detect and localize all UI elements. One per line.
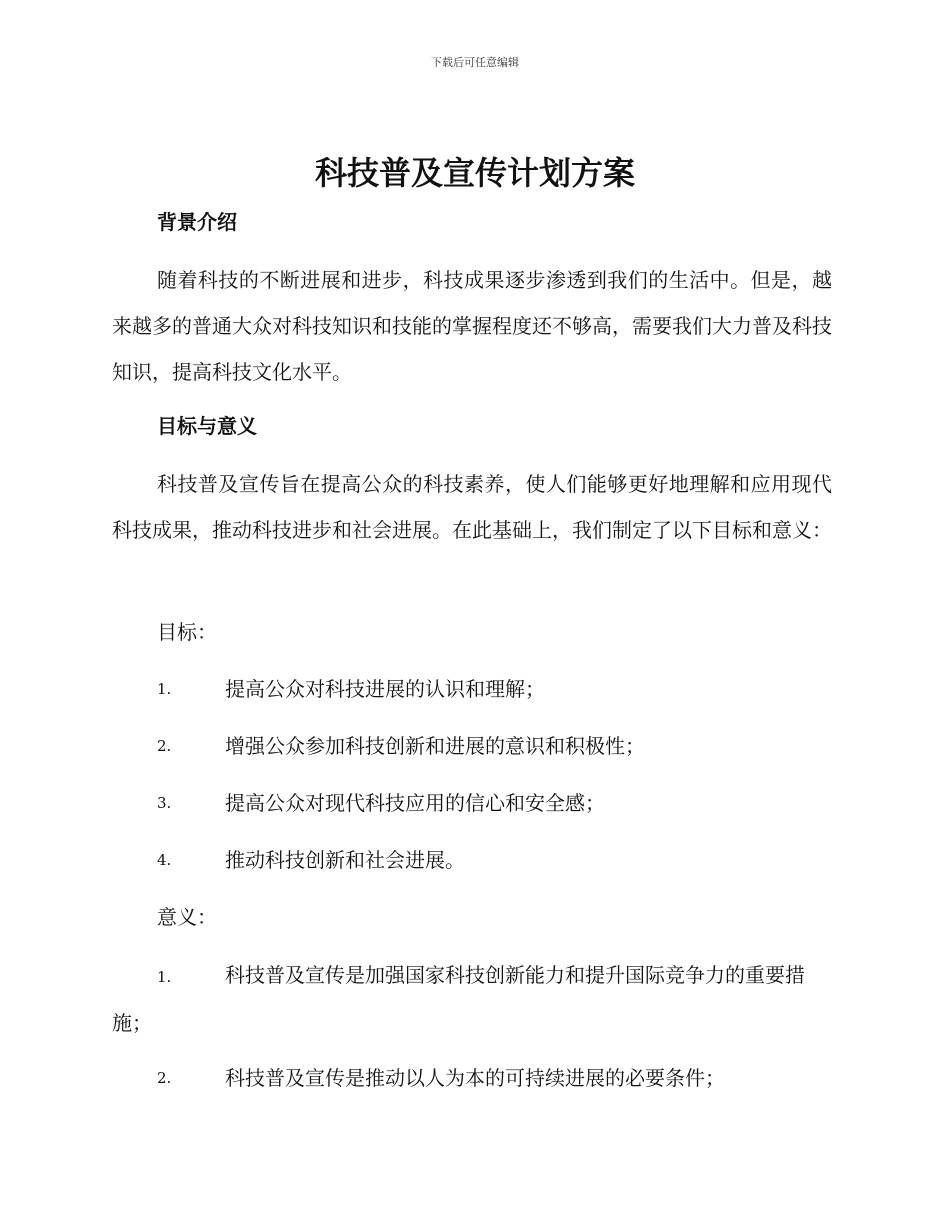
page-header-note: 下载后可任意编辑 [431,56,519,69]
list-number: 2. [157,1069,172,1087]
list-item-text: 科技普及宣传是加强国家科技创新能力和提升国际竞争力的重要措施； [112,963,805,1035]
list-item-text: 科技普及宣传是推动以人为本的可持续进展的必要条件； [225,1066,725,1090]
list-number: 2. [157,737,172,755]
goal-list-item [0,674,950,704]
goal-list-item [0,788,950,818]
meaning-label: 意义： [157,905,217,929]
list-number: 1. [157,968,172,986]
background-paragraph: 随着科技的不断进展和进步，科技成果逐步渗透到我们的生活中。但是，越来越多的普通大众对科技知识和技能的掌握程度还不够高，需要我们大力普及科技知识，提高科技文化水平。 [112,268,832,384]
list-item-text: 增强公众参加科技创新和进展的意识和积极性； [225,734,645,758]
meaning-list-item [112,952,834,1046]
list-item-text: 推动科技创新和社会进展。 [225,848,465,872]
list-item-text: 提高公众对现代科技应用的信心和安全感； [225,791,605,815]
goal-label: 目标： [157,620,217,644]
list-number: 4. [157,851,172,869]
meaning-list-item [0,1063,950,1093]
section-heading-goals: 目标与意义 [157,414,257,438]
list-number: 3. [157,794,172,812]
list-number: 1. [157,680,172,698]
document-title: 科技普及宣传计划方案 [314,154,635,192]
goal-list-item [0,845,950,875]
section-heading-background: 背景介绍 [157,210,237,234]
goal-list-item [0,731,950,761]
list-item-text: 提高公众对科技进展的认识和理解； [225,677,545,701]
goals-paragraph: 科技普及宣传旨在提高公众的科技素养，使人们能够更好地理解和应用现代科技成果，推动科技进步和社会进展。在此基础上，我们制定了以下目标和意义： [112,472,832,542]
